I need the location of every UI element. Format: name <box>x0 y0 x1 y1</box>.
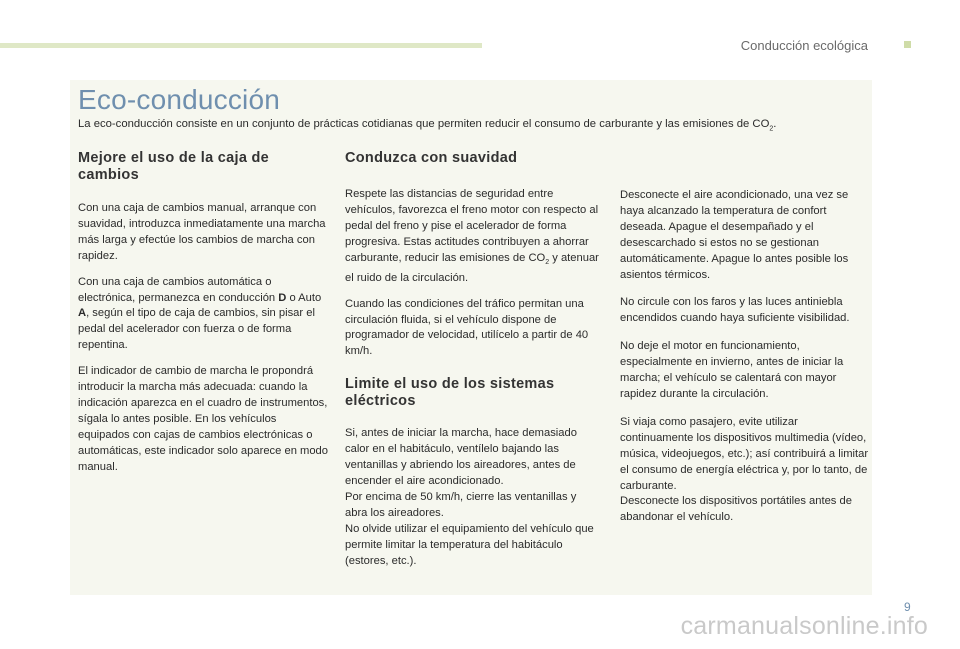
intro-text: La eco-conducción consiste en un conjunto de prácticas cotidianas que permiten reducir el consumo de carburante y las emisiones de $CO_2$. <box>78 118 777 133</box>
column-electrical-tips <box>620 150 870 538</box>
section-title: Conducción ecológica <box>740 38 868 53</box>
paragraph-gear-indicator: El indicador de cambio de marcha le propondrá introducir la marcha más adecuada: cuando la indicación aparezca en el cuadro de instrumentos, sígala lo antes posible. En los vehículos equipados con cajas de cambios electrónicas o automáticas, este indicador solo aparece en modo manual. <box>78 365 329 473</box>
column-gearbox <box>78 150 330 486</box>
paragraph-engine-idle: No deje el motor en funcionamiento, especialmente en invierno, antes de iniciar la marcha; el vehículo se calentará con mayor rapidez durante la circulación. <box>620 340 844 400</box>
page-number: 9 <box>904 600 911 614</box>
paragraph-air-conditioning: Desconecte el aire acondicionado, una vez se haya alcanzado la temperatura de confort deseada. Apague el desempañado y el desescarchado si estos no se gestionan automáticamente. Apague lo antes posible los asientos térmicos. <box>620 189 849 281</box>
paragraph-multimedia: Si viaja como pasajero, evite utilizar continuamente los dispositivos multimedia (vídeo, música, videojuegos, etc.); así contribuirá a limitar el consumo de energía eléctrica y, por lo tanto, de carburante. Desconecte los dispositivos portátiles antes de abandonar el vehículo. <box>620 415 869 524</box>
column-spacer <box>620 150 870 188</box>
paragraph-manual-gearbox: Con una caja de cambios manual, arranque con suavidad, introduzca inmediatamente una marcha más larga y efectúe los cambios de marcha con rapidez. <box>78 202 326 262</box>
paragraph-safety-distance: Respete las distancias de seguridad entre vehículos, favorezca el freno motor con respecto al pedal del freno y pise el acelerador de forma progresiva. Estas actitudes contribuyen a ahorrar carburante, reducir las emisiones de $CO_2$ y atenuar el ruido de la circulación. <box>345 188 599 284</box>
watermark-logo: carmanualsonline.info <box>680 612 928 640</box>
paragraph-ventilation: Si, antes de iniciar la marcha, hace demasiado calor en el habitáculo, ventílelo bajando las ventanillas y abriendo los aireadores, antes de encender el aire acondicionado. Por encima de 50 km/h, cierre las ventanillas y abra los aireadores. No olvide utilizar el equipamiento del vehículo que permite limitar la temperatura del habitáculo (estores, etc.). <box>345 427 594 567</box>
paragraph-automatic-gearbox: Con una caja de cambios automática o electrónica, permanezca en conducción D o Auto A, según el tipo de caja de cambios, sin pisar el pedal del acelerador con fuerza o de forma repentina. <box>78 275 322 352</box>
section-marker <box>904 41 911 48</box>
heading-electrical-systems: Limite el uso de los sistemas eléctricos <box>345 376 555 410</box>
heading-gearbox: Mejore el uso de la caja de cambios <box>78 150 270 183</box>
header-decoration-bar <box>0 43 482 48</box>
paragraph-lights: No circule con los faros y las luces antiniebla encendidos cuando haya suficiente visibilidad. <box>620 296 850 325</box>
column-smooth-driving <box>345 150 600 579</box>
paragraph-cruise-control: Cuando las condiciones del tráfico permitan una circulación fluida, si el vehículo dispone de programador de velocidad, utilícelo a partir de 40 km/h. <box>345 297 589 358</box>
heading-smooth-driving: Conduzca con suavidad <box>345 150 518 166</box>
page-title: Eco-conducción <box>78 84 281 115</box>
